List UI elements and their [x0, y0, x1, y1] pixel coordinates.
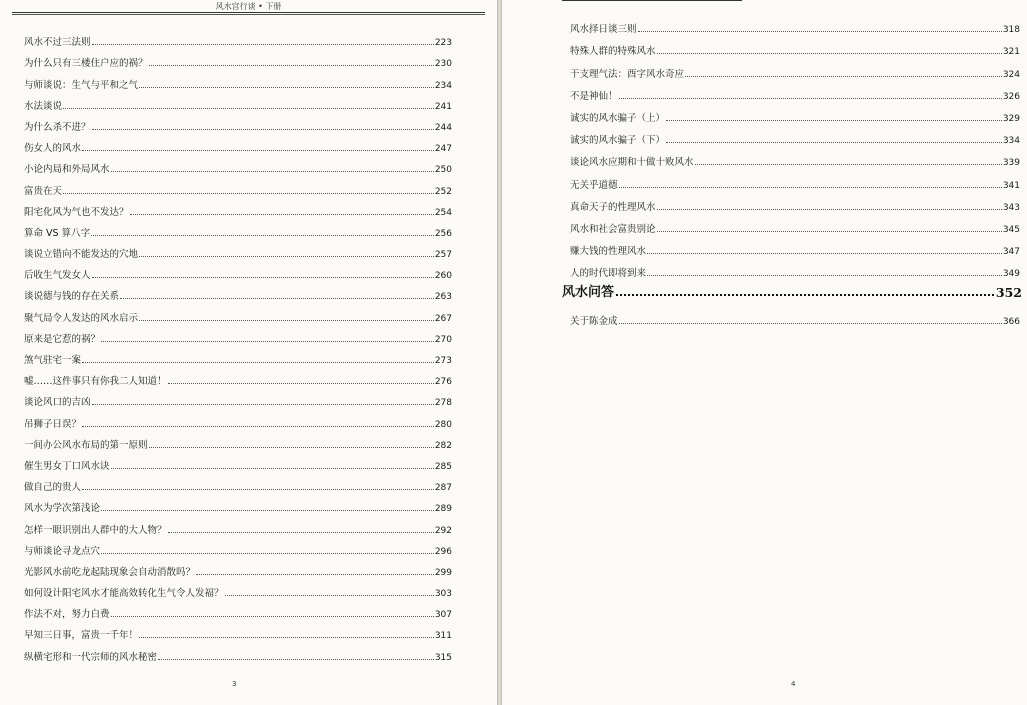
entry-page: 230 [434, 59, 452, 70]
entry-title: 纵横宅形和一代宗师的风水秘密 [24, 651, 158, 663]
toc-entry[interactable] [24, 641, 452, 662]
entry-page: 307 [434, 610, 452, 621]
entry-page: 263 [434, 292, 452, 303]
toc-entry[interactable] [24, 302, 452, 323]
toc-entry[interactable] [570, 80, 1020, 102]
entry-page: 366 [1002, 317, 1020, 327]
entry-title: 诚实的风水骗子（下） [570, 135, 666, 147]
entry-page: 334 [1002, 136, 1020, 147]
dot-leader [120, 298, 434, 299]
entry-page: 250 [434, 165, 452, 176]
dot-leader [139, 256, 434, 257]
toc-entry[interactable] [24, 239, 452, 260]
entry-page: 349 [1002, 269, 1020, 280]
header-rule-right [562, 0, 742, 1]
dot-leader [647, 253, 1002, 254]
entry-title: 风水择日谈三则 [570, 24, 637, 36]
entry-title: 干支理气法：酉字风水奇应 [570, 68, 685, 80]
toc-entry[interactable] [570, 57, 1020, 79]
entry-page: 339 [1002, 158, 1020, 169]
entry-page: 292 [434, 525, 452, 536]
entry-page: 289 [434, 504, 452, 515]
dot-leader [139, 87, 434, 88]
entry-title: 嘘……这件事只有你我二人知道！ [24, 376, 167, 388]
dot-leader [196, 574, 434, 575]
entry-page: 278 [434, 398, 452, 409]
entry-title: 谈论风口的吉凶 [24, 397, 91, 409]
dot-leader [82, 362, 434, 363]
toc-entry[interactable] [24, 175, 452, 196]
entry-title: 谈说立错向不能发达的穴地 [24, 249, 139, 261]
toc-entry[interactable] [24, 430, 452, 451]
entry-title: 水法谈说 [24, 100, 63, 112]
entry-title: 后收生气发女人 [24, 270, 91, 282]
dot-leader [149, 447, 434, 448]
section-page: 352 [995, 285, 1022, 300]
entry-title: 原来是它惹的祸？ [24, 333, 101, 345]
entry-page: 270 [434, 334, 452, 345]
toc-entry[interactable] [24, 620, 452, 641]
toc-entry[interactable] [24, 408, 452, 429]
dot-leader [82, 489, 434, 490]
entry-title: 风水不过三法则 [24, 37, 91, 49]
toc-entry[interactable] [570, 102, 1020, 124]
dot-leader [657, 231, 1002, 232]
header-rule [12, 12, 485, 15]
page-number-left: 3 [232, 680, 237, 688]
entry-page: 311 [434, 631, 452, 642]
entry-page: 326 [1002, 91, 1020, 102]
toc-entry[interactable] [24, 281, 452, 302]
toc-entry[interactable] [570, 257, 1020, 279]
dot-leader [619, 187, 1002, 188]
toc-entry[interactable] [24, 154, 452, 175]
toc-entry[interactable] [24, 472, 452, 493]
right-page [502, 0, 1027, 705]
toc-entry[interactable] [24, 91, 452, 112]
entry-title: 与师谈说：生气与平和之气 [24, 79, 139, 91]
toc-entry[interactable] [24, 557, 452, 578]
dot-leader [638, 31, 1002, 32]
dot-leader [666, 142, 1002, 143]
dot-leader [616, 294, 994, 296]
toc-entry[interactable] [570, 13, 1020, 35]
entry-title: 算命 VS 算八字 [24, 227, 91, 239]
dot-leader [657, 53, 1002, 54]
entry-title: 无关乎道德 [570, 179, 618, 191]
toc-entry[interactable] [24, 112, 452, 133]
toc-entry[interactable] [24, 218, 452, 239]
dot-leader [139, 637, 434, 638]
dot-leader [225, 595, 434, 596]
dot-leader [101, 553, 434, 554]
entry-page: 223 [434, 38, 452, 49]
entry-page: 287 [434, 483, 452, 494]
entry-page: 276 [434, 377, 452, 388]
toc-entry[interactable] [24, 493, 452, 514]
toc-entry[interactable] [570, 168, 1020, 190]
dot-leader [92, 129, 434, 130]
entry-title: 富贵在天 [24, 185, 63, 197]
entry-title: 谈论风水应期和十做十败风水 [570, 157, 694, 169]
entry-title: 真命天子的性理风水 [570, 201, 656, 213]
dot-leader [63, 193, 434, 194]
dot-leader [63, 108, 434, 109]
entry-page: 267 [434, 313, 452, 324]
dot-leader [82, 150, 434, 151]
dot-leader [101, 510, 434, 511]
toc-entry[interactable] [24, 514, 452, 535]
entry-page: 254 [434, 207, 452, 218]
entry-page: 280 [434, 419, 452, 430]
entry-page: 345 [1002, 224, 1020, 235]
toc-entry[interactable] [24, 324, 452, 345]
toc-entry[interactable] [24, 345, 452, 366]
dot-leader [168, 383, 434, 384]
entry-page: 241 [434, 101, 452, 112]
dot-leader [130, 214, 434, 215]
entry-title: 诚实的风水骗子（上） [570, 112, 666, 124]
dot-leader [91, 235, 434, 236]
entry-title: 为什么只有三楼住户应的祸？ [24, 58, 148, 70]
entry-title: 煞气驻宅一案 [24, 355, 82, 366]
toc-list-left [24, 27, 452, 663]
toc-entry[interactable] [570, 146, 1020, 168]
entry-title: 作法不对，努力白费 [24, 609, 110, 621]
entry-page: 260 [434, 271, 452, 282]
entry-title: 风水和社会富贵别论 [570, 223, 656, 235]
toc-entry[interactable] [24, 451, 452, 472]
entry-title: 关于陈金成 [570, 316, 618, 327]
entry-title: 怎样一眼识别出人群中的大人物？ [24, 524, 167, 536]
entry-page: 321 [1002, 47, 1020, 58]
entry-title: 吊狮子日误？ [24, 418, 82, 430]
entry-title: 光影风水前吃龙起陆现象会自动消散吗？ [24, 566, 196, 578]
dot-leader [657, 209, 1002, 210]
entry-title: 不是神仙！ [570, 90, 618, 102]
entry-page: 234 [434, 80, 452, 91]
entry-page: 303 [434, 589, 452, 600]
dot-leader [111, 616, 434, 617]
toc-entry[interactable] [24, 197, 452, 218]
entry-page: 343 [1002, 202, 1020, 213]
entry-page: 273 [434, 356, 452, 366]
entry-title: 风水为学次第浅论 [24, 503, 101, 515]
dot-leader [111, 468, 434, 469]
toc-entry-after-section[interactable] [570, 311, 1020, 327]
entry-page: 252 [434, 186, 452, 197]
entry-page: 318 [1002, 25, 1020, 36]
entry-title: 赚大钱的性理风水 [570, 246, 647, 258]
toc-entry[interactable] [24, 366, 452, 387]
dot-leader [666, 120, 1002, 121]
toc-entry[interactable] [570, 191, 1020, 213]
toc-entry[interactable] [570, 124, 1020, 146]
entry-title: 伤女人的风水 [24, 143, 82, 155]
toc-entry[interactable] [570, 213, 1020, 235]
left-page [0, 0, 498, 705]
entry-page: 315 [434, 652, 452, 663]
toc-entry[interactable] [24, 260, 452, 281]
entry-title: 小论内局和外局风水 [24, 164, 110, 176]
entry-title: 催生男女丁口风水诀 [24, 460, 110, 472]
dot-leader [619, 98, 1002, 99]
toc-entry[interactable] [24, 387, 452, 408]
entry-title: 与师谈论寻龙点穴 [24, 545, 101, 557]
toc-entry[interactable] [24, 133, 452, 154]
dot-leader [101, 341, 434, 342]
dot-leader [158, 659, 434, 660]
entry-page: 244 [434, 122, 452, 133]
dot-leader [168, 532, 434, 533]
toc-list-right [570, 13, 1020, 279]
toc-entry[interactable] [24, 69, 452, 90]
toc-section-heading[interactable] [562, 282, 1022, 300]
entry-page: 247 [434, 144, 452, 155]
dot-leader [647, 275, 1002, 276]
page-number-right: 4 [791, 680, 796, 688]
entry-page: 347 [1002, 247, 1020, 258]
dot-leader [92, 44, 434, 45]
entry-title: 阳宅化风为气也不发达？ [24, 206, 129, 218]
entry-title: 为什么杀不进？ [24, 121, 91, 133]
dot-leader [139, 320, 434, 321]
dot-leader [685, 76, 1002, 77]
toc-entry[interactable] [24, 599, 452, 620]
toc-entry[interactable] [24, 48, 452, 69]
entry-page: 285 [434, 461, 452, 472]
entry-title: 谈说德与钱的存在关系 [24, 291, 120, 303]
section-title: 风水问答 [562, 285, 615, 300]
entry-title: 如何设计阳宅风水才能高效转化生气令人发福？ [24, 588, 224, 600]
entry-page: 324 [1002, 69, 1020, 80]
entry-page: 329 [1002, 113, 1020, 124]
entry-title: 特殊人群的特殊风水 [570, 46, 656, 58]
entry-title: 早知三日事，富贵一千年！ [24, 630, 139, 642]
dot-leader [92, 277, 434, 278]
dot-leader [695, 164, 1002, 165]
entry-title: 一间办公风水布局的第一原则 [24, 439, 148, 451]
dot-leader [111, 171, 434, 172]
toc-entry[interactable] [570, 235, 1020, 257]
toc-entry[interactable] [570, 35, 1020, 57]
entry-page: 257 [434, 250, 452, 261]
dot-leader [149, 65, 434, 66]
entry-page: 282 [434, 440, 452, 451]
entry-title: 聚气局令人发达的风水启示 [24, 312, 139, 324]
running-head: 风水宫行谈 • 下册 [215, 2, 282, 11]
dot-leader [82, 426, 434, 427]
entry-page: 296 [434, 546, 452, 557]
toc-entry[interactable] [24, 536, 452, 557]
toc-entry[interactable] [24, 27, 452, 48]
toc-entry[interactable] [24, 578, 452, 599]
dot-leader [92, 404, 434, 405]
dot-leader [619, 323, 1002, 324]
entry-page: 256 [434, 228, 452, 239]
entry-page: 341 [1002, 180, 1020, 191]
entry-title: 做自己的贵人 [24, 482, 82, 494]
entry-page: 299 [434, 567, 452, 578]
entry-title: 人的时代即将到来 [570, 268, 647, 280]
